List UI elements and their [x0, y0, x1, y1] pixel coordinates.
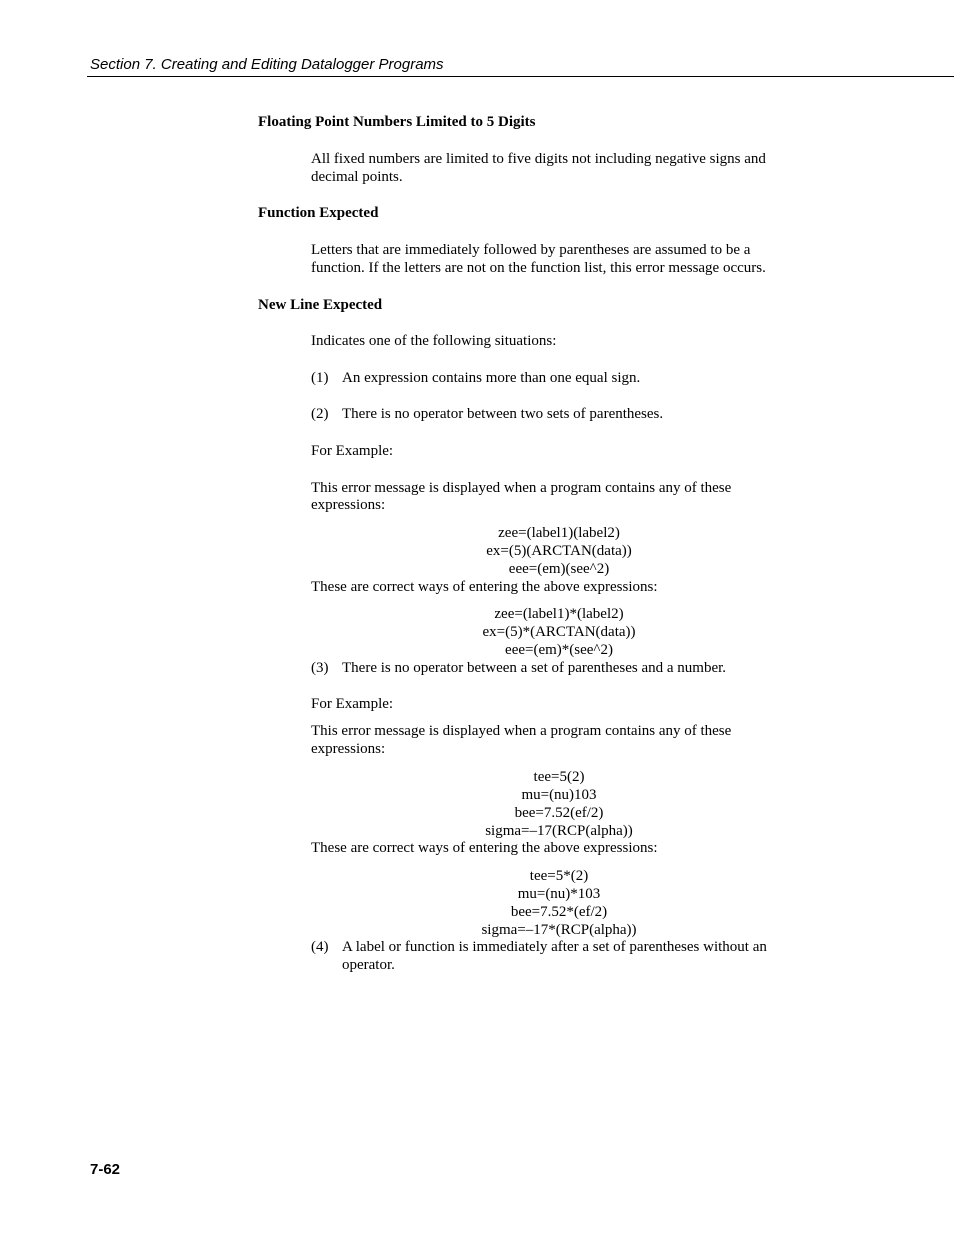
correct-expression: zee=(label1)*(label2) — [494, 606, 624, 622]
item-number: (3) — [311, 660, 329, 676]
correct-expression: tee=5*(2) — [529, 868, 589, 884]
paragraph-line: Letters that are immediately followed by parentheses are assumed to be a — [311, 242, 751, 258]
correct-expression: mu=(nu)*103 — [517, 886, 601, 902]
item-text: There is no operator between two sets of parentheses. — [342, 406, 664, 422]
error-text-line: This error message is displayed when a program contains any of these — [311, 723, 732, 739]
item-number: (1) — [311, 370, 329, 386]
correct-expression: bee=7.52*(ef/2) — [510, 904, 608, 920]
paragraph-line: function. If the letters are not on the function list, this error message occurs. — [311, 260, 766, 276]
wrong-expression: eee=(em)(see^2) — [508, 561, 610, 577]
error-text-line: expressions: — [311, 741, 386, 757]
item-number: (4) — [311, 939, 329, 955]
wrong-expression: bee=7.52(ef/2) — [514, 805, 604, 821]
correct-intro: These are correct ways of entering the above expressions: — [311, 840, 658, 856]
correct-expression: eee=(em)*(see^2) — [505, 642, 613, 658]
heading-floating-point: Floating Point Numbers Limited to 5 Digits — [258, 114, 536, 130]
for-example-label: For Example: — [311, 696, 394, 712]
intro-text: Indicates one of the following situations: — [311, 333, 557, 349]
item-text: An expression contains more than one equal sign. — [342, 370, 641, 386]
wrong-expression: ex=(5)(ARCTAN(data)) — [486, 543, 632, 559]
paragraph-line: decimal points. — [311, 169, 403, 185]
error-text-line: expressions: — [311, 497, 386, 513]
for-example-label: For Example: — [311, 443, 394, 459]
wrong-expression: sigma=–17(RCP(alpha)) — [485, 823, 633, 839]
correct-intro: These are correct ways of entering the above expressions: — [311, 579, 658, 595]
heading-new-line-expected: New Line Expected — [258, 297, 383, 313]
page-number: 7-62 — [90, 1161, 121, 1178]
item-number: (2) — [311, 406, 329, 422]
correct-expression: sigma=–17*(RCP(alpha)) — [481, 922, 637, 938]
wrong-expression: zee=(label1)(label2) — [498, 525, 620, 541]
error-text-line: This error message is displayed when a program contains any of these — [311, 480, 732, 496]
item-text: A label or function is immediately after a set of parentheses without an — [342, 939, 767, 955]
correct-expression: ex=(5)*(ARCTAN(data)) — [482, 624, 636, 640]
section-header: Section 7. Creating and Editing Datalogger Programs — [90, 56, 444, 73]
wrong-expression: mu=(nu)103 — [521, 787, 597, 803]
heading-function-expected: Function Expected — [258, 205, 379, 221]
item-text: There is no operator between a set of parentheses and a number. — [342, 660, 727, 676]
paragraph-line: All fixed numbers are limited to five digits not including negative signs and — [311, 151, 766, 167]
header-rule — [87, 76, 954, 77]
item-text: operator. — [342, 957, 395, 973]
wrong-expression: tee=5(2) — [533, 769, 585, 785]
